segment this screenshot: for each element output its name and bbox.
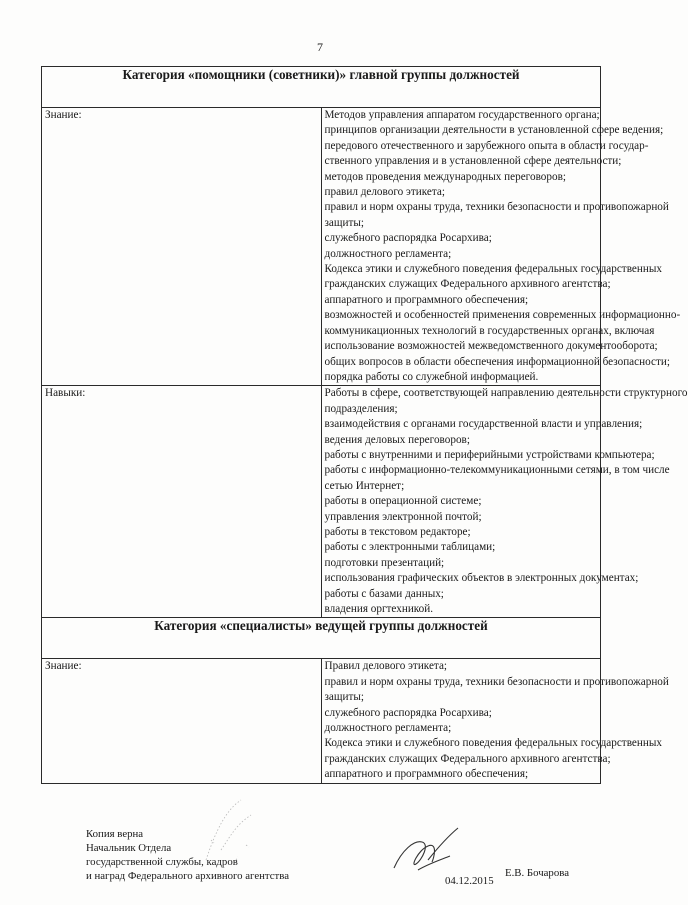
- content-line: гражданских служащих Федерального архивного агентства;: [324, 278, 611, 291]
- row-content: [321, 659, 669, 783]
- content-line: порядка работы со служебной информацией.: [324, 370, 539, 383]
- content-line: должностного регламента;: [324, 722, 452, 735]
- content-line: принципов организации деятельности в установленной сфере ведения;: [324, 124, 664, 137]
- content-line: аппаратного и программного обеспечения;: [324, 768, 529, 781]
- content-line: ведения деловых переговоров;: [324, 433, 470, 446]
- content-line: подготовки презентаций;: [324, 556, 445, 569]
- signatory-name: Е.В. Бочарова: [505, 867, 569, 879]
- section-heading-row: [42, 618, 601, 659]
- content-line: должностного регламента;: [324, 247, 452, 260]
- section-heading: Категория «специалисты» ведущей группы должностей: [42, 618, 601, 659]
- footer-line: и наград Федерального архивного агентства: [86, 870, 290, 882]
- row-label: Знание:: [42, 659, 322, 783]
- content-line: работы с электронными таблицами;: [324, 541, 496, 554]
- content-line: служебного распорядка Росархива;: [324, 232, 492, 245]
- signature-date: 04.12.2015: [445, 875, 494, 887]
- content-line: работы с внутренними и периферийными устройствами компьютера;: [324, 448, 655, 461]
- footer-line: Начальник Отдела: [86, 842, 172, 854]
- table-row: [42, 659, 601, 783]
- content-line: Кодекса этики и служебного поведения федеральных государственных: [324, 263, 662, 276]
- row-content: [321, 108, 681, 386]
- content-line: работы с базами данных;: [324, 587, 444, 600]
- content-line: владения оргтехникой.: [324, 603, 434, 615]
- footer-line: Копия верна: [86, 828, 144, 840]
- page-number: 7: [317, 40, 323, 54]
- content-line: работы в текстовом редакторе;: [324, 525, 471, 538]
- section-heading-row: [42, 67, 601, 108]
- content-line: сетью Интернет;: [324, 479, 405, 492]
- table-row: [42, 386, 601, 618]
- content-line: защиты;: [324, 691, 365, 704]
- content-line: Кодекса этики и служебного поведения федеральных государственных: [324, 737, 662, 750]
- content-line: аппаратного и программного обеспечения;: [324, 293, 529, 306]
- content-line: взаимодействия с органами государственной власти и управления;: [324, 418, 643, 431]
- footer-attestation: [86, 827, 289, 883]
- row-label: Знание:: [42, 108, 322, 386]
- content-line: правил и норм охраны труда, техники безопасности и противопожарной: [324, 201, 669, 214]
- content-line: защиты;: [324, 216, 365, 229]
- content-line: правил делового этикета;: [324, 186, 445, 199]
- handwritten-signature: [388, 820, 468, 880]
- content-line: коммуникационных технологий в государственных органах, включая: [324, 324, 655, 337]
- content-line: управления электронной почтой;: [324, 510, 482, 523]
- row-label: Навыки:: [42, 386, 322, 618]
- row-content: [321, 386, 688, 618]
- content-line: правил и норм охраны труда, техники безопасности и противопожарной: [324, 675, 669, 688]
- footer-line: государственной службы, кадров: [86, 856, 238, 868]
- content-line: работы в операционной системе;: [324, 495, 482, 508]
- content-line: ственного управления и в установленной сфере деятельности;: [324, 155, 622, 168]
- content-line: использование возможностей межведомственного документооборота;: [324, 340, 658, 353]
- content-line: общих вопросов в области обеспечения информационной безопасности;: [324, 355, 670, 368]
- content-line: использования графических объектов в электронных документах;: [324, 572, 639, 585]
- content-line: передового отечественного и зарубежного опыта в области государ-: [324, 139, 649, 152]
- content-line: Работы в сфере, соответствующей направлению деятельности структурного: [324, 387, 688, 400]
- competency-table: [41, 66, 688, 784]
- content-line: Правил делового этикета;: [324, 660, 448, 673]
- section-heading: Категория «помощники (советники)» главной группы должностей: [42, 67, 601, 108]
- content-line: подразделения;: [324, 402, 398, 415]
- table-row: [42, 108, 601, 386]
- content-line: Методов управления аппаратом государственного органа;: [324, 109, 600, 121]
- content-line: возможностей и особенностей применения современных информационно-: [324, 309, 681, 322]
- content-line: гражданских служащих Федерального архивного агентства;: [324, 752, 611, 765]
- content-line: служебного распорядка Росархива;: [324, 706, 492, 719]
- content-line: работы с информационно-телекоммуникационными сетями, в том числе: [324, 464, 670, 477]
- content-line: методов проведения международных переговоров;: [324, 170, 566, 183]
